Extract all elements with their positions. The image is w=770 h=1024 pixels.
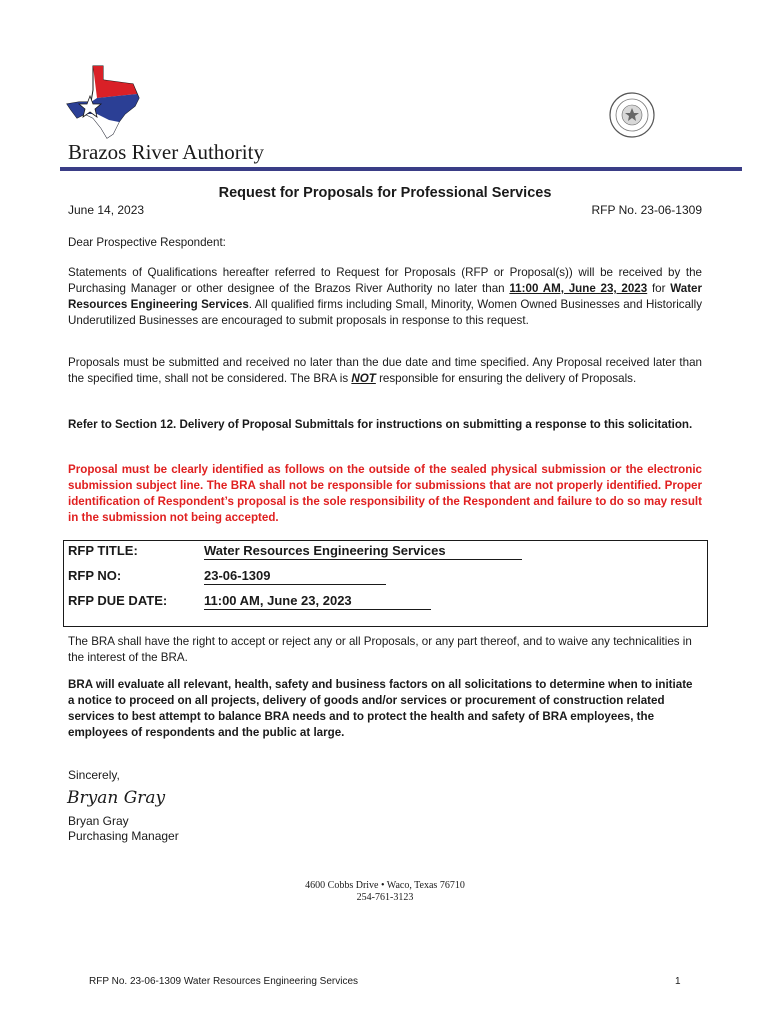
rfp-number: RFP No. 23-06-1309	[591, 203, 702, 217]
document-title: Request for Proposals for Professional Services	[218, 185, 552, 201]
rfp-title-underline	[204, 559, 522, 560]
service-name: Water Resources Engineering Services	[68, 282, 703, 311]
texas-seal-icon	[608, 91, 656, 139]
address: 4600 Cobbs Drive • Waco, Texas 76710	[305, 880, 465, 891]
rfp-due-underline	[204, 609, 431, 610]
header-rule	[60, 167, 742, 171]
rfp-no-value: 23-06-1309	[204, 568, 271, 583]
phone: 254-761-3123	[356, 892, 414, 903]
not-emphasis: NOT	[351, 372, 376, 385]
texas-star-icon	[63, 62, 143, 140]
rfp-no-underline	[204, 584, 386, 585]
salutation: Dear Prospective Respondent:	[68, 236, 226, 249]
identification-warning: Proposal must be clearly identified as follows on the outside of the sealed physical submission or the electronic submission subject line. The BRA shall not be responsible for submissions that are not properly identified. Proper identification of Respondent’s proposal is the sole responsibility of the Respondent and failure to do so may result in the submission not being accepted.	[68, 463, 702, 524]
footer-text: RFP No. 23-06-1309 Water Resources Engineering Services	[89, 976, 359, 987]
rfp-due-value: 11:00 AM, June 23, 2023	[204, 593, 352, 608]
signer-name: Bryan Gray	[68, 814, 129, 828]
section-reference-paragraph: Refer to Section 12. Delivery of Proposal Submittals for instructions on submitting a response to this solicitation.	[68, 418, 693, 431]
submission-paragraph: Proposals must be submitted and received no later than the due date and time specified. Any Proposal received later than the specified time, shall not be considered. The BRA is NOT responsible for ensuring the delivery of Proposals.	[68, 356, 702, 385]
rfp-title-label: RFP TITLE:	[68, 543, 138, 558]
signer-title: Purchasing Manager	[68, 829, 179, 843]
page-number: 1	[675, 976, 681, 987]
rfp-due-label: RFP DUE DATE:	[68, 593, 168, 608]
intro-paragraph: Statements of Qualifications hereafter referred to Request for Proposals (RFP or Proposal(s)) will be received by the Purchasing Manager or other designee of the Brazos River Authority no later than 11:00 AM, June 23, 2023 for Water Resources Engineering Services. All qualified firms including Small, Minority, Women Owned Businesses and Historically Underutilized Businesses are encouraged to submit proposals in response to this request.	[68, 266, 703, 327]
signature: Bryan Gray	[67, 788, 166, 808]
document-date: June 14, 2023	[68, 203, 145, 217]
organization-name: Brazos River Authority	[68, 140, 264, 164]
rfp-title-value: Water Resources Engineering Services	[204, 543, 446, 558]
deadline-text: 11:00 AM, June 23, 2023	[509, 282, 648, 295]
evaluation-paragraph: BRA will evaluate all relevant, health, safety and business factors on all solicitations to determine when to initiate a notice to proceed on all projects, delivery of goods and/or services or procurement of construction related services to best attempt to balance BRA needs and to protect the health and safety of BRA employees, the employees of respondents and the public at large.	[68, 678, 693, 739]
rights-paragraph: The BRA shall have the right to accept or reject any or all Proposals, or any part thereof, and to waive any technicalities in the interest of the BRA.	[68, 635, 692, 664]
closing: Sincerely,	[68, 768, 120, 782]
rfp-no-label: RFP NO:	[68, 568, 122, 583]
rfp-info-box	[63, 540, 708, 627]
